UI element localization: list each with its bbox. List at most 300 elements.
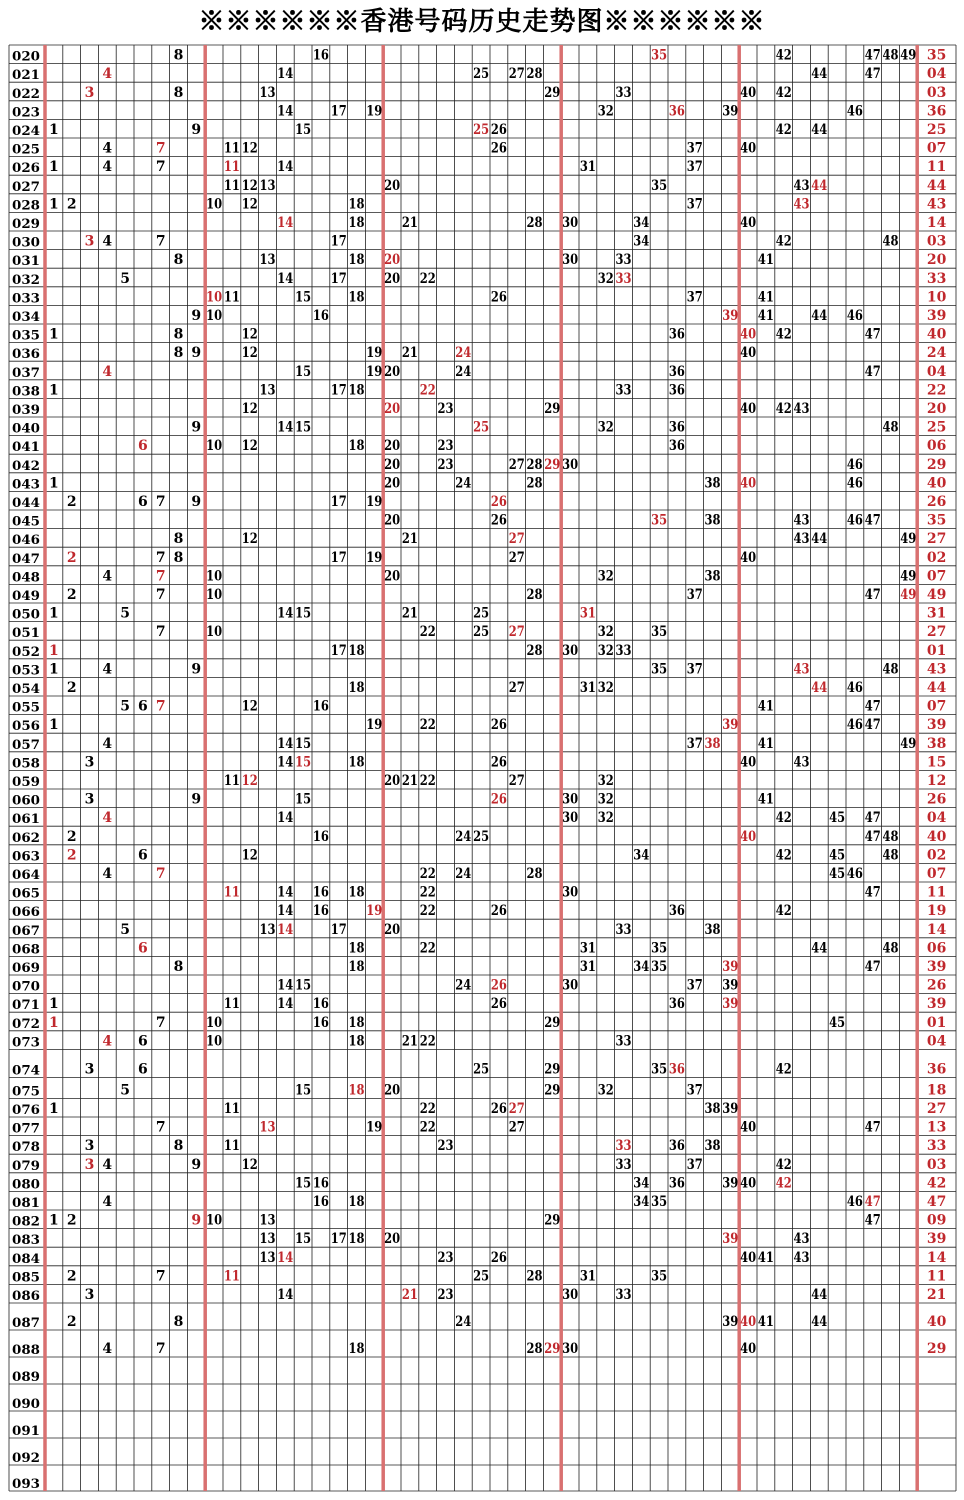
special-number-column: 14 [926, 921, 947, 938]
drawn-number: 2 [66, 1268, 77, 1285]
special-number-column: 20 [926, 401, 947, 417]
issue-label: 054 [12, 682, 40, 697]
special-number: 49 [900, 587, 917, 603]
special-number-column: 04 [926, 66, 947, 83]
drawn-number: 13 [259, 252, 276, 269]
drawn-number: 16 [312, 47, 329, 64]
drawn-number: 4 [102, 661, 113, 678]
drawn-number: 3 [84, 754, 95, 771]
drawn-number: 46 [846, 680, 863, 696]
special-number-column: 15 [926, 754, 947, 771]
drawn-number: 22 [419, 884, 436, 901]
drawn-number: 29 [544, 1212, 561, 1229]
drawn-number: 8 [173, 326, 184, 343]
drawn-number: 21 [401, 773, 418, 789]
drawn-number: 24 [455, 363, 472, 380]
drawn-number: 14 [277, 903, 294, 920]
drawn-number: 36 [668, 438, 685, 455]
drawn-number: 42 [775, 84, 792, 101]
drawn-number: 20 [384, 438, 401, 455]
drawn-number: 18 [348, 1014, 365, 1031]
drawn-number: 15 [295, 791, 312, 808]
drawn-number: 8 [173, 531, 184, 548]
drawn-number: 46 [846, 475, 863, 492]
drawn-number: 47 [864, 1212, 881, 1229]
special-number-column: 36 [926, 103, 947, 120]
drawn-number: 1 [49, 1101, 59, 1117]
special-number: 7 [155, 698, 166, 715]
drawn-number: 13 [259, 921, 276, 938]
drawn-number: 37 [686, 587, 703, 603]
issue-label: 052 [12, 644, 40, 660]
drawn-number: 14 [277, 419, 294, 436]
drawn-number: 10 [206, 624, 223, 641]
special-number-column: 39 [926, 959, 947, 975]
special-number-column: 22 [926, 382, 947, 399]
drawn-number: 25 [473, 1061, 490, 1078]
issue-label: 055 [12, 700, 40, 716]
drawn-number: 8 [173, 1314, 184, 1330]
drawn-number: 11 [223, 1138, 240, 1155]
special-number-column: 26 [926, 977, 947, 994]
issue-label: 086 [12, 1289, 40, 1304]
drawn-number: 46 [846, 456, 863, 473]
drawn-number: 23 [437, 1287, 454, 1303]
drawn-number: 28 [526, 587, 543, 603]
drawn-number: 30 [562, 1287, 579, 1303]
drawn-number: 43 [793, 754, 810, 771]
drawn-number: 9 [191, 419, 202, 436]
drawn-number: 43 [793, 177, 810, 194]
special-number: 3 [84, 233, 95, 250]
issue-label: 066 [12, 905, 40, 921]
drawn-number: 35 [651, 1194, 668, 1210]
drawn-number: 17 [330, 382, 347, 399]
drawn-number: 27 [508, 680, 525, 696]
drawn-number: 46 [846, 103, 863, 120]
drawn-number: 5 [120, 605, 130, 622]
drawn-number: 11 [223, 289, 240, 306]
drawn-number: 28 [526, 1268, 543, 1285]
drawn-number: 44 [811, 308, 828, 324]
special-number: 42 [775, 1175, 792, 1192]
drawn-number: 28 [526, 475, 543, 492]
special-number: 43 [793, 196, 810, 213]
special-number-column: 40 [926, 475, 947, 492]
special-number: 7 [155, 866, 166, 882]
issue-label: 053 [12, 663, 40, 679]
drawn-number: 30 [562, 252, 579, 269]
drawn-number: 35 [651, 1268, 668, 1285]
issue-label: 056 [12, 719, 40, 735]
special-number: 35 [651, 512, 668, 529]
drawn-number: 39 [722, 1314, 739, 1330]
special-number-column: 03 [926, 84, 947, 101]
drawn-number: 32 [597, 103, 614, 120]
drawn-number: 39 [722, 1101, 739, 1117]
special-number-column: 11 [926, 1268, 947, 1285]
drawn-number: 1 [49, 159, 59, 176]
special-number-column: 49 [926, 587, 947, 603]
drawn-number: 26 [490, 1101, 507, 1117]
drawn-number: 40 [740, 84, 757, 101]
drawn-number: 41 [757, 289, 774, 306]
drawn-number: 18 [348, 959, 365, 975]
drawn-number: 18 [348, 680, 365, 696]
drawn-number: 36 [668, 1175, 685, 1192]
special-number: 11 [223, 159, 240, 176]
special-number-column: 40 [926, 828, 947, 845]
drawn-number: 41 [757, 1314, 774, 1330]
drawn-number: 18 [348, 215, 365, 231]
drawn-number: 41 [757, 1249, 774, 1266]
drawn-number: 22 [419, 866, 436, 882]
drawn-number: 47 [864, 66, 881, 83]
drawn-number: 45 [829, 810, 846, 827]
special-number-column: 19 [926, 903, 947, 920]
special-number: 1 [49, 1014, 59, 1031]
special-number-column: 26 [926, 791, 947, 808]
drawn-number: 37 [686, 977, 703, 994]
drawn-number: 35 [651, 940, 668, 957]
drawn-number: 38 [704, 1138, 721, 1155]
drawn-number: 40 [740, 401, 757, 417]
issue-label: 090 [12, 1397, 40, 1412]
drawn-number: 18 [348, 1194, 365, 1210]
drawn-number: 24 [455, 828, 472, 845]
special-number-column: 07 [926, 140, 947, 157]
drawn-number: 16 [312, 828, 329, 845]
special-number-column: 26 [926, 494, 947, 510]
drawn-number: 11 [223, 996, 240, 1013]
special-number: 26 [490, 977, 507, 994]
drawn-number: 16 [312, 996, 329, 1013]
drawn-number: 1 [49, 605, 59, 622]
special-number-column: 43 [926, 196, 947, 213]
issue-label: 039 [12, 403, 40, 418]
issue-label: 027 [12, 179, 40, 195]
special-number-column: 04 [926, 810, 947, 827]
special-number: 9 [191, 1212, 202, 1229]
issue-label: 075 [12, 1084, 40, 1100]
drawn-number: 11 [223, 1101, 240, 1117]
drawn-number: 14 [277, 103, 294, 120]
drawn-number: 33 [615, 1287, 632, 1303]
drawn-number: 12 [241, 326, 258, 343]
drawn-number: 2 [66, 1314, 77, 1330]
drawn-number: 33 [615, 382, 632, 399]
drawn-number: 13 [259, 177, 276, 194]
special-number: 21 [401, 1287, 418, 1303]
issue-label: 071 [12, 998, 40, 1014]
drawn-number: 38 [704, 568, 721, 585]
drawn-number: 20 [384, 475, 401, 492]
drawn-number: 36 [668, 326, 685, 343]
drawn-number: 9 [191, 345, 202, 362]
drawn-number: 29 [544, 84, 561, 101]
drawn-number: 12 [241, 698, 258, 715]
drawn-number: 32 [597, 791, 614, 808]
drawn-number: 2 [66, 587, 77, 603]
special-number: 14 [277, 1249, 294, 1266]
special-number: 24 [455, 345, 472, 362]
special-number-column: 03 [926, 233, 947, 250]
drawn-number: 16 [312, 1194, 329, 1210]
special-number: 4 [102, 363, 113, 380]
special-number: 3 [84, 1156, 95, 1173]
drawn-number: 48 [882, 847, 899, 864]
special-number: 40 [740, 475, 757, 492]
drawn-number: 33 [615, 921, 632, 938]
drawn-number: 9 [191, 494, 202, 510]
drawn-number: 4 [102, 1341, 113, 1357]
drawn-number: 47 [864, 828, 881, 845]
issue-label: 089 [12, 1370, 40, 1385]
drawn-number: 2 [66, 494, 77, 510]
drawn-number: 37 [686, 661, 703, 678]
special-number-column: 35 [926, 512, 947, 529]
issue-label: 072 [12, 1016, 40, 1032]
special-number-column: 07 [926, 568, 947, 585]
drawn-number: 42 [775, 1061, 792, 1078]
issue-label: 034 [12, 310, 40, 325]
special-number-column: 02 [926, 847, 947, 864]
drawn-number: 13 [259, 1212, 276, 1229]
special-number-column: 14 [926, 215, 947, 231]
drawn-number: 15 [295, 977, 312, 994]
drawn-number: 40 [740, 549, 757, 566]
issue-label: 048 [12, 570, 40, 586]
drawn-number: 41 [757, 735, 774, 752]
drawn-number: 12 [241, 438, 258, 455]
issue-label: 058 [12, 756, 40, 772]
drawn-number: 23 [437, 1138, 454, 1155]
drawn-number: 38 [704, 475, 721, 492]
drawn-number: 1 [49, 122, 59, 138]
special-number-column: 21 [926, 1287, 947, 1303]
special-number-column: 25 [926, 419, 947, 436]
drawn-number: 48 [882, 828, 899, 845]
drawn-number: 28 [526, 866, 543, 882]
drawn-number: 25 [473, 1268, 490, 1285]
issue-label: 059 [12, 775, 40, 790]
issue-label: 051 [12, 626, 40, 642]
drawn-number: 7 [155, 624, 166, 641]
drawn-number: 4 [102, 1156, 113, 1173]
drawn-number: 32 [597, 624, 614, 641]
drawn-number: 20 [384, 456, 401, 473]
drawn-number: 26 [490, 140, 507, 157]
issue-label: 083 [12, 1233, 40, 1249]
page-title: ※※※※※※香港号码历史走势图※※※※※※ [198, 7, 766, 37]
issue-label: 064 [12, 868, 40, 883]
special-number: 27 [508, 531, 525, 548]
drawn-number: 47 [864, 959, 881, 975]
drawn-number: 18 [348, 940, 365, 957]
drawn-number: 18 [348, 289, 365, 306]
drawn-number: 6 [138, 1033, 148, 1050]
special-number: 4 [102, 66, 113, 83]
drawn-number: 44 [811, 531, 828, 548]
issue-label: 079 [12, 1158, 40, 1174]
special-number-column: 04 [926, 1033, 947, 1050]
drawn-number: 10 [206, 568, 223, 585]
issue-label: 032 [12, 272, 40, 288]
issue-label: 050 [12, 607, 40, 623]
issue-label: 026 [12, 161, 40, 177]
drawn-number: 41 [757, 308, 774, 324]
drawn-number: 27 [508, 549, 525, 566]
drawn-number: 14 [277, 1287, 294, 1303]
drawn-number: 49 [900, 735, 917, 752]
drawn-number: 3 [84, 1287, 95, 1303]
drawn-number: 30 [562, 884, 579, 901]
drawn-number: 38 [704, 1101, 721, 1117]
drawn-number: 5 [120, 921, 130, 938]
drawn-number: 40 [740, 754, 757, 771]
drawn-number: 7 [155, 233, 166, 250]
drawn-number: 36 [668, 382, 685, 399]
drawn-number: 20 [384, 363, 401, 380]
issue-label: 063 [12, 849, 40, 865]
drawn-number: 44 [811, 66, 828, 83]
drawn-number: 22 [419, 773, 436, 789]
drawn-number: 2 [66, 196, 77, 213]
drawn-number: 1 [49, 382, 59, 399]
drawn-number: 18 [348, 1231, 365, 1248]
issue-label: 040 [12, 421, 40, 437]
special-number: 11 [223, 1268, 240, 1285]
issue-label: 067 [12, 923, 40, 939]
drawn-number: 14 [277, 977, 294, 994]
drawn-number: 32 [597, 642, 614, 659]
drawn-number: 5 [120, 698, 130, 715]
drawn-number: 4 [102, 1194, 113, 1210]
drawn-number: 26 [490, 122, 507, 138]
drawn-number: 1 [49, 326, 59, 343]
drawn-number: 19 [366, 494, 383, 510]
drawn-number: 24 [455, 866, 472, 882]
drawn-number: 21 [401, 345, 418, 362]
drawn-number: 12 [241, 196, 258, 213]
drawn-number: 33 [615, 84, 632, 101]
special-number-column: 27 [926, 531, 947, 548]
drawn-number: 41 [757, 698, 774, 715]
special-number-column: 12 [926, 773, 947, 789]
drawn-number: 43 [793, 1249, 810, 1266]
drawn-number: 15 [295, 735, 312, 752]
drawn-number: 14 [277, 159, 294, 176]
drawn-number: 14 [277, 605, 294, 622]
special-number: 33 [615, 1138, 632, 1155]
special-number-column: 02 [926, 549, 947, 566]
drawn-number: 24 [455, 977, 472, 994]
drawn-number: 31 [579, 959, 596, 975]
drawn-number: 44 [811, 122, 828, 138]
drawn-number: 44 [811, 940, 828, 957]
drawn-number: 37 [686, 196, 703, 213]
special-number-column: 27 [926, 1101, 947, 1117]
issue-label: 082 [12, 1214, 40, 1230]
special-number-column: 24 [926, 345, 947, 362]
special-number-column: 07 [926, 698, 947, 715]
special-number: 26 [490, 791, 507, 808]
drawn-number: 25 [473, 624, 490, 641]
special-number-column: 03 [926, 1156, 947, 1173]
issue-label: 070 [12, 979, 40, 995]
drawn-number: 26 [490, 717, 507, 734]
drawn-number: 7 [155, 494, 166, 510]
drawn-number: 21 [401, 531, 418, 548]
issue-label: 061 [12, 812, 40, 828]
drawn-number: 46 [846, 512, 863, 529]
issue-label: 023 [12, 105, 40, 121]
drawn-number: 7 [155, 1341, 166, 1357]
drawn-number: 17 [330, 103, 347, 120]
drawn-number: 35 [651, 1061, 668, 1078]
issue-label: 028 [12, 198, 40, 214]
special-number: 39 [722, 717, 739, 734]
special-number-column: 39 [926, 1231, 947, 1248]
drawn-number: 2 [66, 1212, 77, 1229]
drawn-number: 6 [138, 698, 148, 715]
drawn-number: 47 [864, 717, 881, 734]
drawn-number: 31 [579, 940, 596, 957]
drawn-number: 32 [597, 270, 614, 287]
drawn-number: 32 [597, 810, 614, 827]
drawn-number: 7 [155, 549, 166, 566]
issue-label: 041 [12, 440, 40, 456]
issue-label: 087 [12, 1316, 40, 1331]
drawn-number: 39 [722, 977, 739, 994]
drawn-number: 40 [740, 140, 757, 157]
drawn-number: 3 [84, 791, 95, 808]
drawn-number: 19 [366, 549, 383, 566]
drawn-number: 17 [330, 233, 347, 250]
drawn-number: 27 [508, 773, 525, 789]
issue-label: 069 [12, 961, 40, 976]
drawn-number: 4 [102, 140, 113, 157]
issue-label: 047 [12, 551, 40, 567]
special-number-column: 13 [926, 1119, 947, 1136]
issue-label: 085 [12, 1270, 40, 1286]
issue-label: 024 [12, 124, 40, 139]
drawn-number: 47 [864, 698, 881, 715]
drawn-number: 8 [173, 84, 184, 101]
drawn-number: 14 [277, 884, 294, 901]
drawn-number: 28 [526, 66, 543, 83]
drawn-number: 31 [579, 159, 596, 176]
special-number: 14 [277, 921, 294, 938]
drawn-number: 40 [740, 1249, 757, 1266]
drawn-number: 40 [740, 215, 757, 231]
drawn-number: 30 [562, 791, 579, 808]
drawn-number: 23 [437, 401, 454, 417]
special-number-column: 39 [926, 717, 947, 734]
drawn-number: 47 [864, 363, 881, 380]
drawn-number: 22 [419, 624, 436, 641]
drawn-number: 29 [544, 1014, 561, 1031]
drawn-number: 34 [633, 215, 650, 231]
drawn-number: 27 [508, 456, 525, 473]
special-number: 2 [66, 847, 77, 864]
drawn-number: 33 [615, 1156, 632, 1173]
drawn-number: 7 [155, 587, 166, 603]
issue-label: 074 [12, 1063, 40, 1079]
issue-label: 049 [12, 589, 40, 604]
special-number-column: 20 [926, 252, 947, 269]
drawn-number: 48 [882, 661, 899, 678]
